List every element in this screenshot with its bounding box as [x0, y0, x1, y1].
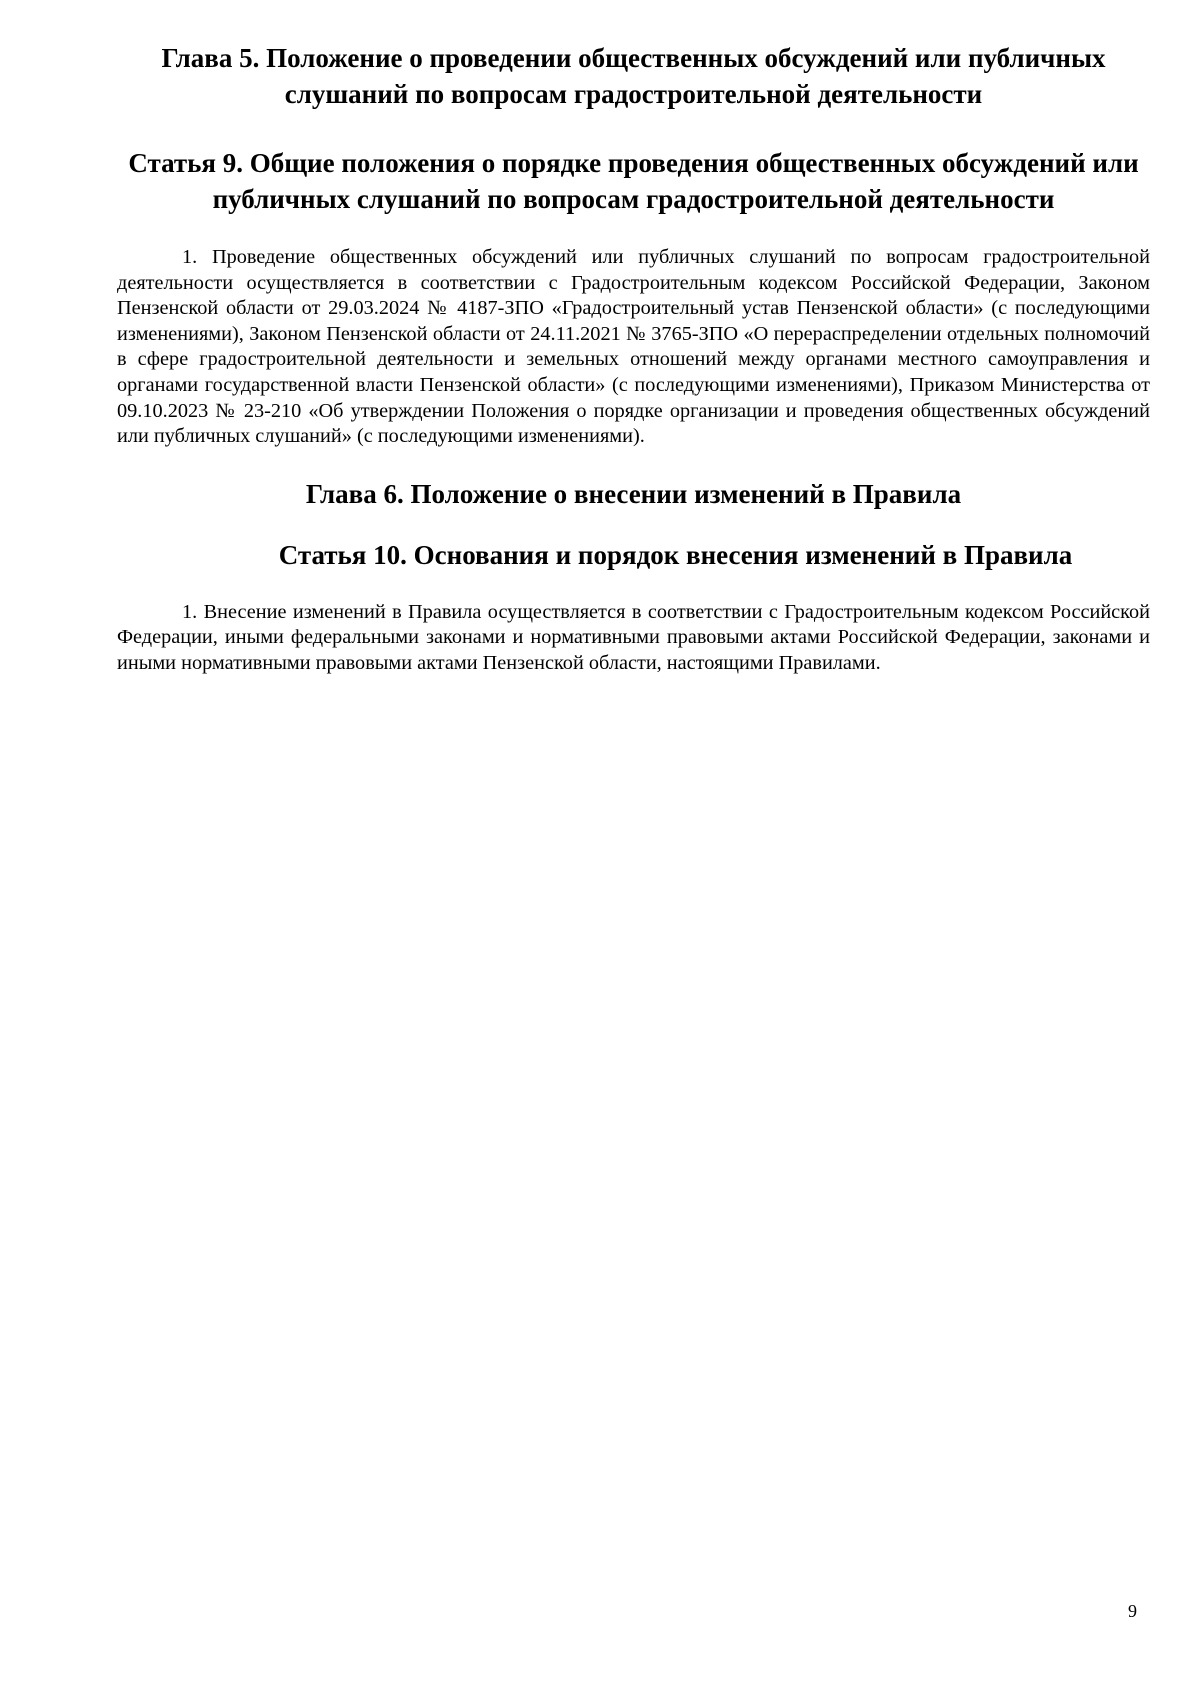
chapter-5-title: Глава 5. Положение о проведении общественных обсуждений или публичных слушаний по вопросам градостроительной деятельности	[161, 43, 1106, 109]
article-10-title: Статья 10. Основания и порядок внесения изменений в Правила	[278, 539, 1073, 570]
page-number: 9	[1128, 1601, 1137, 1621]
article-9-paragraph-1: 1. Проведение общественных обсуждений или публичных слушаний по вопросам градостроительной деятельности осуществляется в соответствии с Градостроительным кодексом Российской Федерации, Законом Пензенской области от 29.03.2024 № 4187-ЗПО «Градостроительный устав Пензенской области» (с последующими изменениями), Законом Пензенской области от 24.11.2021 № 3765-ЗПО «О перераспределении отдельных полномочий в сфере градостроительной деятельности и земельных отношений между органами местного самоуправления и органами государственной власти Пензенской области» (с последующими изменениями), Приказом Министерства от 09.10.2023 № 23-210 «Об утверждении Положения о порядке организации и проведения общественных обсуждений или публичных слушаний» (с последующими изменениями).	[117, 246, 1150, 448]
page-content	[117, 40, 1150, 677]
article-10-paragraph-1: 1. Внесение изменений в Правила осуществляется в соответствии с Градостроительным кодексом Российской Федерации, иными федеральными законами и нормативными правовыми актами Российской Федерации, законами и иными нормативными правовыми актами Пензенской области, настоящими Правилами.	[117, 600, 1150, 674]
article-9-title: Статья 9. Общие положения о порядке проведения общественных обсуждений или публичных слушаний по вопросам градостроительной деятельности	[128, 148, 1139, 214]
chapter-6-title: Глава 6. Положение о внесении изменений в Правила	[305, 478, 962, 509]
